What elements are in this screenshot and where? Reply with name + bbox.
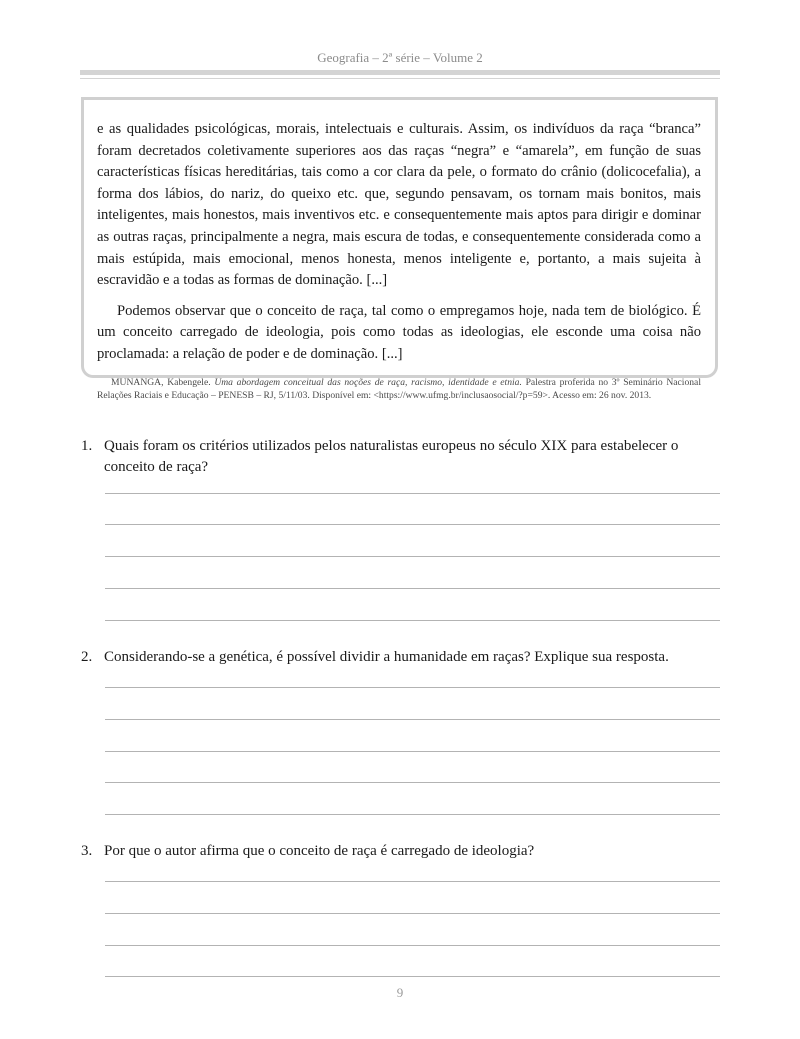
answer-line[interactable] bbox=[105, 556, 720, 557]
answer-line[interactable] bbox=[105, 881, 720, 882]
question-2 bbox=[81, 647, 721, 668]
question-3 bbox=[81, 841, 721, 862]
answer-line[interactable] bbox=[105, 620, 720, 621]
quote-source bbox=[97, 376, 701, 402]
quote-paragraph-1: e as qualidades psicológicas, morais, intelectuais e culturais. Assim, os indivíduos da raça “branca” foram decretados coletivamente superiores aos das raças “negra” e “amarela”, em função de suas características físicas hereditárias, tais como a cor clara da pele, o formato do crânio (dolicocefalia), a forma dos lábios, do nariz, do queixo etc. que, segundo pensavam, os tornam mais bonitos, mais inteligentes, mais honestos, mais inventivos etc. e consequentemente mais aptos para dirigir e dominar as outras raças, principalmente a negra, mais escura de todas, e consequentemente considerada como a mais estúpida, mais emocional, menos honesta, menos inteligente e, portanto, a mais sujeita à escravidão e a todas as formas de dominação. [...] bbox=[97, 121, 701, 289]
answer-line[interactable] bbox=[105, 588, 720, 589]
question-text: Quais foram os critérios utilizados pelos naturalistas europeus no século XIX para estabelecer o conceito de raça? bbox=[104, 438, 679, 475]
answer-line[interactable] bbox=[105, 814, 720, 815]
answer-line[interactable] bbox=[105, 751, 720, 752]
question-1 bbox=[81, 436, 721, 478]
question-number: 2. bbox=[81, 649, 93, 665]
source-author: MUNANGA, Kabengele. bbox=[111, 376, 211, 388]
answer-line[interactable] bbox=[105, 976, 720, 977]
answer-line[interactable] bbox=[105, 687, 720, 688]
answer-line[interactable] bbox=[105, 524, 720, 525]
quotation-box bbox=[81, 97, 718, 401]
answer-line[interactable] bbox=[105, 782, 720, 783]
answer-line[interactable] bbox=[105, 719, 720, 720]
answer-line[interactable] bbox=[105, 913, 720, 914]
running-header: Geografia – 2ª série – Volume 2 bbox=[317, 50, 483, 65]
question-text: Considerando-se a genética, é possível dividir a humanidade em raças? Explique sua resposta. bbox=[104, 649, 669, 665]
source-title: Uma abordagem conceitual das noções de raça, racismo, identidade e etnia. bbox=[214, 376, 522, 388]
header-rule-thick bbox=[80, 70, 720, 75]
question-text: Por que o autor afirma que o conceito de raça é carregado de ideologia? bbox=[104, 843, 535, 859]
answer-line[interactable] bbox=[105, 945, 720, 946]
header-rule-thin bbox=[80, 78, 720, 79]
answer-line[interactable] bbox=[105, 493, 720, 494]
question-number: 3. bbox=[81, 843, 93, 859]
page-number: 9 bbox=[396, 985, 404, 1000]
question-number: 1. bbox=[81, 438, 93, 454]
source-details: Palestra proferida no 3º Seminário Nacional Relações Raciais e Educação – PENESB – RJ, 5/11/03. Disponível em: <https://www.ufmg.br/inclusaosocial/?p=59>. Acesso em: 26 nov. 2013. bbox=[97, 376, 701, 401]
quote-paragraph-2: Podemos observar que o conceito de raça, tal como o empregamos hoje, nada tem de biológico. É um conceito carregado de ideologia, pois como todas as ideologias, ele esconde uma coisa não proclamada: a relação de poder e de dominação. [...] bbox=[97, 302, 701, 362]
